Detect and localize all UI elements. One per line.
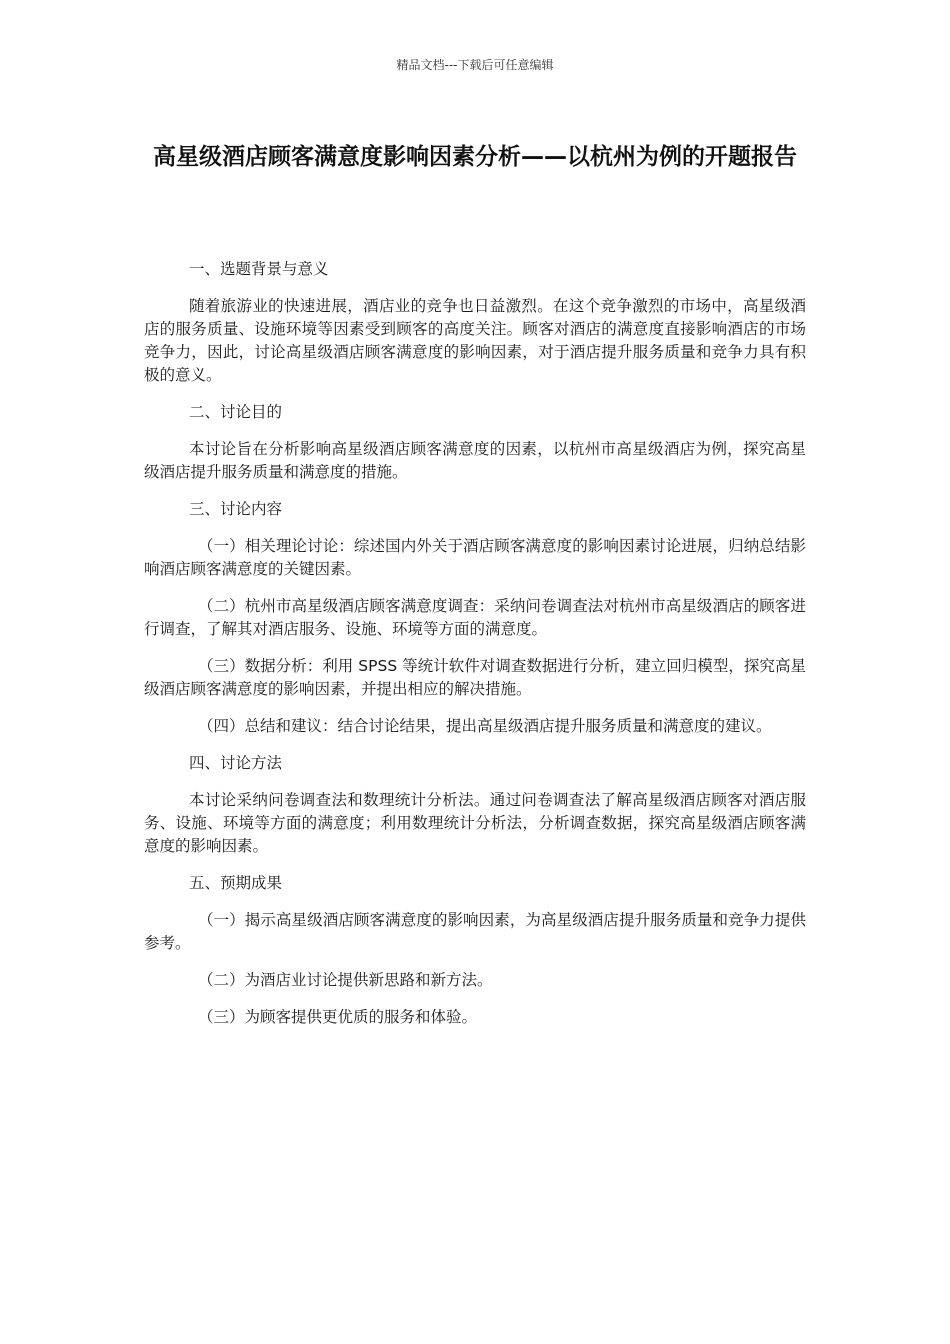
section-heading-purpose: 二、讨论目的 xyxy=(189,403,283,421)
list-item-content-4: （四）总结和建议：结合讨论结果，提出高星级酒店提升服务质量和满意度的建议。 xyxy=(198,717,772,735)
list-item-outcome-3: （三）为顾客提供更优质的服务和体验。 xyxy=(198,1008,478,1026)
paragraph-methods: 本讨论采纳问卷调查法和数理统计分析法。通过问卷调查法了解高星级酒店顾客对酒店服务、设施、环境等方面的满意度；利用数理统计分析法，分析调查数据，探究高星级酒店顾客满意度的影响因素。 xyxy=(144,791,806,855)
list-item-content-3: （三）数据分析：利用 SPSS 等统计软件对调查数据进行分析，建立回归模型，探究高星级酒店顾客满意度的影响因素，并提出相应的解决措施。 xyxy=(144,657,806,698)
document-title: 高星级酒店顾客满意度影响因素分析——以杭州为例的开题报告 xyxy=(153,144,797,170)
list-item-content-1: （一）相关理论讨论：综述国内外关于酒店顾客满意度的影响因素讨论进展，归纳总结影响酒店顾客满意度的关键因素。 xyxy=(144,537,806,578)
section-heading-outcomes: 五、预期成果 xyxy=(189,874,283,892)
list-item-outcome-1: （一）揭示高星级酒店顾客满意度的影响因素，为高星级酒店提升服务质量和竞争力提供参考。 xyxy=(144,911,806,952)
section-heading-background: 一、选题背景与意义 xyxy=(189,260,329,278)
list-item-outcome-2: （二）为酒店业讨论提供新思路和新方法。 xyxy=(198,971,493,989)
paragraph-purpose: 本讨论旨在分析影响高星级酒店顾客满意度的因素，以杭州市高星级酒店为例，探究高星级酒店提升服务质量和满意度的措施。 xyxy=(144,440,806,481)
section-heading-content: 三、讨论内容 xyxy=(189,500,283,518)
paragraph-background: 随着旅游业的快速进展，酒店业的竞争也日益激烈。在这个竞争激烈的市场中，高星级酒店的服务质量、设施环境等因素受到顾客的高度关注。顾客对酒店的满意度直接影响酒店的市场竞争力，因此，讨论高星级酒店顾客满意度的影响因素，对于酒店提升服务质量和竞争力具有积极的意义。 xyxy=(144,297,806,384)
list-item-content-2: （二）杭州市高星级酒店顾客满意度调查：采纳问卷调查法对杭州市高星级酒店的顾客进行调查，了解其对酒店服务、设施、环境等方面的满意度。 xyxy=(144,597,806,638)
document-body xyxy=(144,258,806,1043)
page-header: 精品文档---下载后可任意编辑 xyxy=(396,58,554,72)
section-heading-methods: 四、讨论方法 xyxy=(189,754,283,772)
